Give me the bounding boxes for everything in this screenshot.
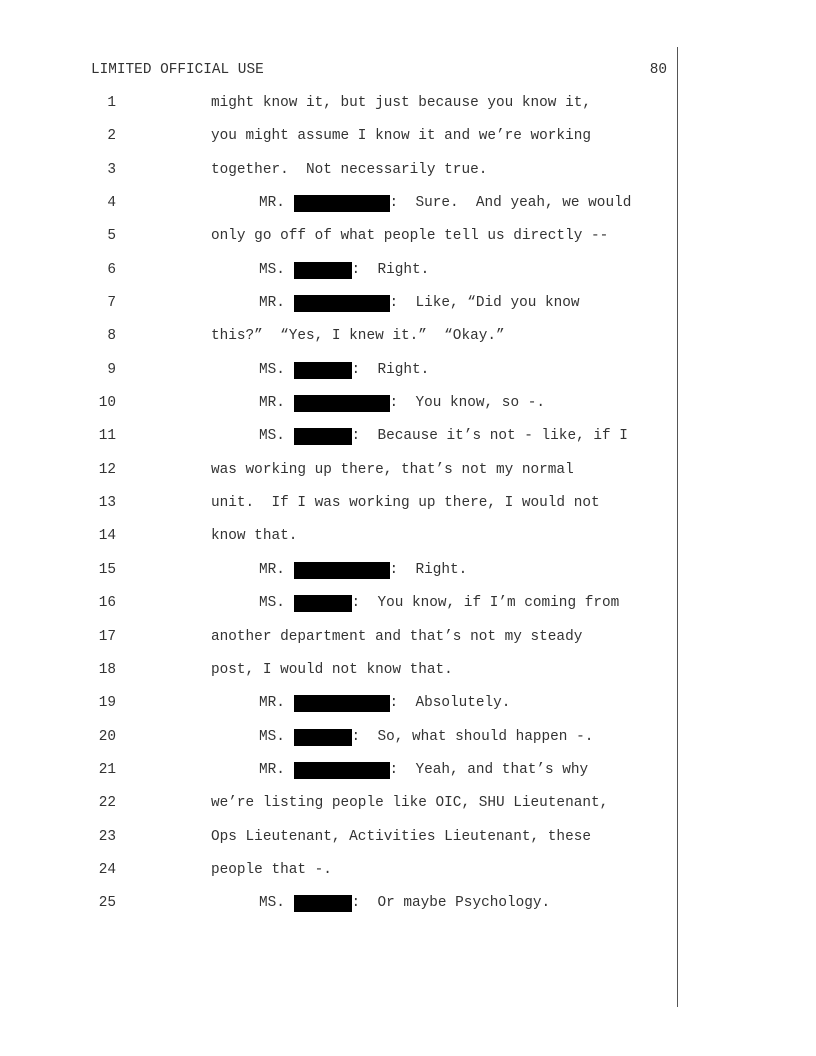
statement-text: : Right. xyxy=(389,561,468,578)
line-number: 23 xyxy=(98,828,116,845)
line-number: 9 xyxy=(107,361,116,378)
line-text: another department and that’s not my steady xyxy=(211,628,583,645)
statement-text: : Because it’s not - like, if I xyxy=(351,428,628,445)
statement-text: : Like, “Did you know xyxy=(389,295,580,312)
transcript-line xyxy=(0,729,816,762)
line-number: 10 xyxy=(98,395,116,412)
transcript-lines xyxy=(0,95,816,929)
transcript-line xyxy=(0,595,816,628)
speaker-statement xyxy=(259,562,467,579)
transcript-line xyxy=(0,395,816,428)
line-number: 13 xyxy=(98,495,116,512)
transcript-line xyxy=(0,462,816,495)
redacted-name-block xyxy=(294,295,390,312)
speaker-title: MS. xyxy=(259,261,294,278)
line-text: know that. xyxy=(211,528,298,545)
speaker-title: MS. xyxy=(259,895,294,912)
line-number: 24 xyxy=(98,861,116,878)
line-number: 12 xyxy=(98,461,116,478)
transcript-line xyxy=(0,862,816,895)
speaker-statement xyxy=(259,295,580,312)
speaker-title: MS. xyxy=(259,361,294,378)
transcript-line xyxy=(0,162,816,195)
transcript-line xyxy=(0,262,816,295)
transcript-line xyxy=(0,428,816,461)
line-number: 8 xyxy=(107,328,116,345)
transcript-line xyxy=(0,362,816,395)
statement-text: : Sure. And yeah, we would xyxy=(389,195,632,212)
line-number: 1 xyxy=(107,95,116,111)
redacted-name-block xyxy=(294,428,352,445)
line-number: 25 xyxy=(98,895,116,912)
speaker-title: MR. xyxy=(259,195,294,212)
redacted-name-block xyxy=(294,262,352,279)
line-text: Ops Lieutenant, Activities Lieutenant, these xyxy=(211,828,591,845)
line-number: 20 xyxy=(98,728,116,745)
line-number: 3 xyxy=(107,161,116,178)
speaker-statement xyxy=(259,762,588,779)
line-number: 5 xyxy=(107,228,116,245)
speaker-title: MR. xyxy=(259,561,294,578)
line-number: 2 xyxy=(107,128,116,145)
redacted-name-block xyxy=(294,729,352,746)
line-text: this?” “Yes, I knew it.” “Okay.” xyxy=(211,328,505,345)
transcript-line xyxy=(0,829,816,862)
line-number: 21 xyxy=(98,761,116,778)
transcript-line xyxy=(0,128,816,161)
transcript-line xyxy=(0,629,816,662)
speaker-title: MS. xyxy=(259,428,294,445)
line-text: was working up there, that’s not my normal xyxy=(211,461,574,478)
line-text: unit. If I was working up there, I would not xyxy=(211,495,600,512)
line-number: 15 xyxy=(98,561,116,578)
line-text: we’re listing people like OIC, SHU Lieutenant, xyxy=(211,795,609,812)
speaker-statement xyxy=(259,695,510,712)
statement-text: : Yeah, and that’s why xyxy=(389,761,589,778)
transcript-line xyxy=(0,895,816,928)
speaker-statement xyxy=(259,595,619,612)
redacted-name-block xyxy=(294,695,390,712)
speaker-title: MR. xyxy=(259,761,294,778)
line-text: people that -. xyxy=(211,861,332,878)
speaker-statement xyxy=(259,428,628,445)
speaker-statement xyxy=(259,895,550,912)
line-number: 11 xyxy=(98,428,116,445)
redacted-name-block xyxy=(294,895,352,912)
speaker-statement xyxy=(259,195,631,212)
redacted-name-block xyxy=(294,562,390,579)
speaker-title: MR. xyxy=(259,395,294,412)
statement-text: : Right. xyxy=(351,261,430,278)
statement-text: : Or maybe Psychology. xyxy=(351,895,551,912)
transcript-line xyxy=(0,562,816,595)
transcript-line xyxy=(0,228,816,261)
speaker-statement xyxy=(259,362,429,379)
transcript-line xyxy=(0,295,816,328)
transcript-line xyxy=(0,328,816,361)
line-text: might know it, but just because you know it, xyxy=(211,95,591,111)
line-number: 16 xyxy=(98,595,116,612)
speaker-title: MR. xyxy=(259,695,294,712)
speaker-title: MR. xyxy=(259,295,294,312)
line-text: post, I would not know that. xyxy=(211,661,453,678)
line-number: 7 xyxy=(107,295,116,312)
line-text: only go off of what people tell us directly -- xyxy=(211,228,609,245)
line-number: 22 xyxy=(98,795,116,812)
speaker-statement xyxy=(259,395,545,412)
transcript-line xyxy=(0,795,816,828)
transcript-line xyxy=(0,195,816,228)
line-text: you might assume I know it and we’re working xyxy=(211,128,591,145)
transcript-line xyxy=(0,662,816,695)
transcript-line xyxy=(0,695,816,728)
speaker-title: MS. xyxy=(259,728,294,745)
line-number: 19 xyxy=(98,695,116,712)
statement-text: : You know, so -. xyxy=(389,395,545,412)
line-number: 17 xyxy=(98,628,116,645)
classification-marking: LIMITED OFFICIAL USE xyxy=(91,62,264,78)
statement-text: : Right. xyxy=(351,361,430,378)
redacted-name-block xyxy=(294,395,390,412)
line-number: 6 xyxy=(107,261,116,278)
page-number: 80 xyxy=(649,62,667,78)
transcript-line xyxy=(0,95,816,128)
redacted-name-block xyxy=(294,595,352,612)
line-number: 4 xyxy=(107,195,116,212)
redacted-name-block xyxy=(294,762,390,779)
statement-text: : Absolutely. xyxy=(389,695,511,712)
speaker-title: MS. xyxy=(259,595,294,612)
line-number: 18 xyxy=(98,661,116,678)
line-text: together. Not necessarily true. xyxy=(211,161,488,178)
transcript-line xyxy=(0,495,816,528)
speaker-statement xyxy=(259,262,429,279)
redacted-name-block xyxy=(294,362,352,379)
transcript-line xyxy=(0,762,816,795)
speaker-statement xyxy=(259,729,593,746)
statement-text: : You know, if I’m coming from xyxy=(351,595,620,612)
line-number: 14 xyxy=(98,528,116,545)
transcript-line xyxy=(0,528,816,561)
redacted-name-block xyxy=(294,195,390,212)
statement-text: : So, what should happen -. xyxy=(351,728,594,745)
